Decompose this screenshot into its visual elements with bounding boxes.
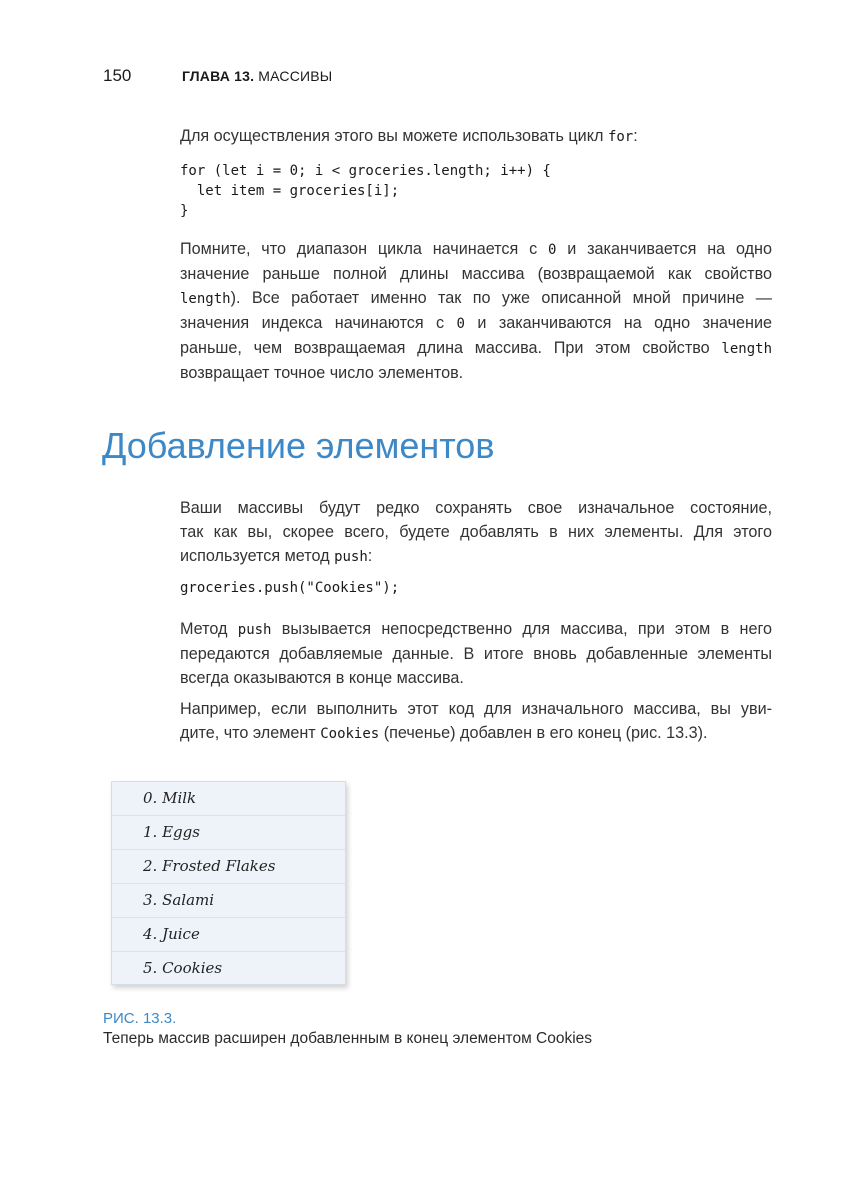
text-line: length). Все работает именно так по уже описанной мной причине — xyxy=(180,289,772,307)
section-heading: Добавление элементов xyxy=(102,425,495,466)
list-item: 2. Frosted Flakes xyxy=(112,850,345,884)
code-line: } xyxy=(180,203,189,219)
text-line: возвращает точное число элементов. xyxy=(180,364,464,382)
code-block-push xyxy=(180,578,399,598)
list-item: 4. Juice xyxy=(112,918,345,952)
text-line: так как вы, скорее всего, будете добавлять в них элементы. Для этого xyxy=(180,523,772,541)
chapter-label: ГЛАВА 13. xyxy=(182,68,255,84)
text-line: дите, что элемент Cookies (печенье) добавлен в его конец (рис. 13.3). xyxy=(180,724,708,742)
running-head xyxy=(182,68,332,84)
list-item: 1. Eggs xyxy=(112,816,345,850)
page-number: 150 xyxy=(103,66,132,85)
list-item: 5. Cookies xyxy=(143,959,223,977)
text-line: Например, если выполнить этот код для изначального массива, вы уви- xyxy=(180,700,772,718)
intro-text: Для осуществления этого вы можете использовать цикл xyxy=(180,127,608,145)
text-line: используется метод push: xyxy=(180,547,373,565)
inline-code-for: for xyxy=(607,129,634,145)
text-line: всегда оказываются в конце массива. xyxy=(180,669,464,687)
chapter-title: МАССИВЫ xyxy=(258,68,333,84)
text-line: раньше, чем возвращаемая длина массива. При этом свойство length xyxy=(180,339,772,357)
code-line: let item = groceries[i]; xyxy=(180,183,400,199)
figure-caption-label: РИС. 13.3. xyxy=(103,1010,177,1027)
list-item: 3. Salami xyxy=(112,884,345,918)
text-line: передаются добавляемые данные. В итоге вновь добавленные элементы xyxy=(180,645,772,663)
figure-caption-text: Теперь массив расширен добавленным в конец элементом Cookies xyxy=(103,1030,593,1047)
paragraph-adding xyxy=(180,496,772,569)
intro-suffix: : xyxy=(633,127,638,145)
text-line: значение раньше полной длины массива (возвращаемой как свойство xyxy=(180,265,772,283)
figure-array-list xyxy=(111,781,346,985)
text-line: значения индекса начинаются с 0 и заканчиваются на одно значение xyxy=(180,314,772,332)
text-line: Метод push вызывается непосредственно для массива, при этом в него xyxy=(180,620,773,638)
intro-paragraph xyxy=(180,124,772,149)
text-line: Помните, что диапазон цикла начинается с 0 и заканчивается на одно xyxy=(180,240,772,258)
code-line: groceries.push("Cookies"); xyxy=(180,580,400,596)
code-line: for (let i = 0; i < groceries.length; i++) { xyxy=(180,163,551,179)
paragraph-push-method xyxy=(180,617,772,690)
paragraph-example xyxy=(180,697,772,746)
list-item: 0. Milk xyxy=(112,782,345,816)
paragraph-loop-range xyxy=(180,237,772,385)
code-block-for-loop xyxy=(180,161,551,221)
text-line: Ваши массивы будут редко сохранять свое изначальное состояние, xyxy=(180,499,772,517)
